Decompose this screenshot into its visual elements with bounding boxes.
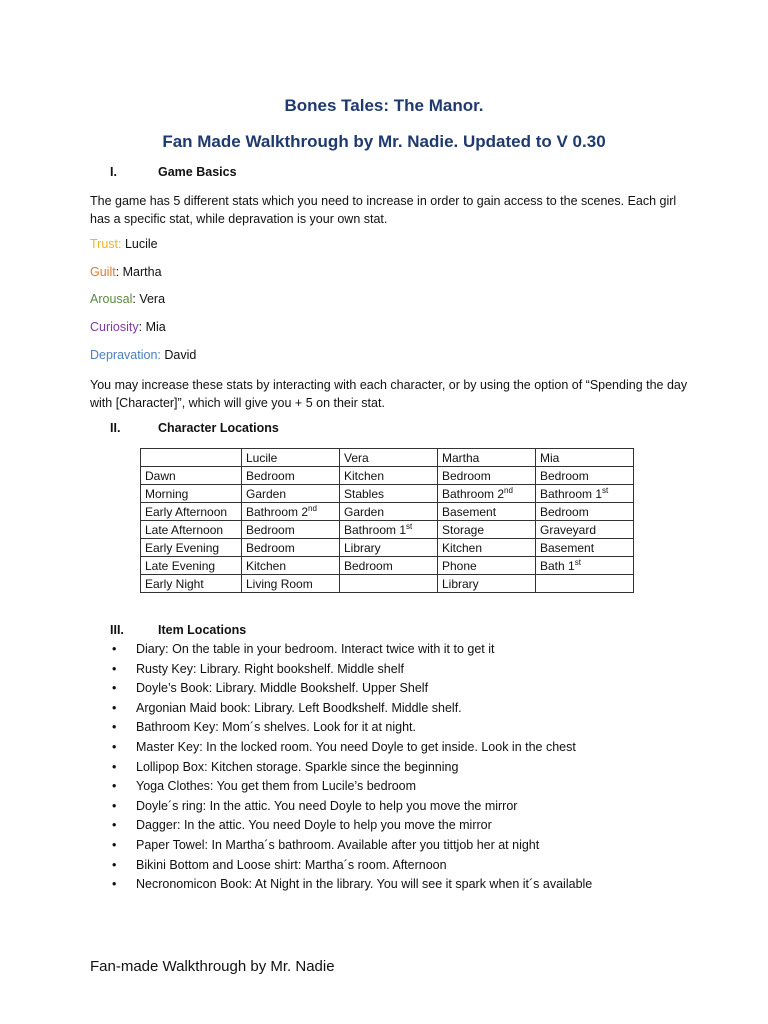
stat-value: : Mia — [138, 320, 166, 334]
section-heading-locations — [110, 421, 279, 435]
bullet-icon: • — [112, 739, 117, 754]
location-cell: Kitchen — [438, 539, 536, 557]
location-cell: Garden — [340, 503, 438, 521]
list-item — [112, 699, 592, 719]
location-cell: Graveyard — [536, 521, 634, 539]
table-row — [141, 467, 634, 485]
table-row — [141, 539, 634, 557]
bullet-icon: • — [112, 818, 117, 833]
section-heading-items — [110, 623, 246, 637]
stat-value: Lucile — [121, 237, 158, 251]
location-cell: Bedroom — [340, 557, 438, 575]
table-header-cell: Lucile — [242, 449, 340, 467]
list-item — [112, 856, 592, 876]
item-text: Lollipop Box: Kitchen storage. Sparkle since the beginning — [136, 759, 459, 774]
location-cell: Storage — [438, 521, 536, 539]
list-item — [112, 660, 592, 680]
bullet-icon: • — [112, 700, 117, 715]
stat-curiosity — [90, 320, 166, 334]
section-number: III. — [110, 623, 124, 637]
item-text: Necronomicon Book: At Night in the library. You will see it spark when it´s available — [136, 877, 593, 892]
item-text: Paper Towel: In Martha´s bathroom. Available after you tittjob her at night — [136, 837, 540, 852]
location-cell: Kitchen — [242, 557, 340, 575]
bullet-icon: • — [112, 798, 117, 813]
table-row — [141, 521, 634, 539]
table-body — [141, 467, 634, 593]
list-item — [112, 797, 592, 817]
stat-arousal — [90, 292, 165, 306]
section-title: Item Locations — [158, 623, 247, 637]
item-text: Diary: On the table in your bedroom. Interact twice with it to get it — [136, 642, 495, 656]
section-number: I. — [110, 165, 117, 179]
stat-label: Depravation: — [90, 348, 161, 362]
intro-paragraph: The game has 5 different stats which you need to increase in order to gain access to the scenes. Each girl has a specific stat, while depravation is your own stat. — [90, 194, 677, 226]
location-cell: Kitchen — [340, 467, 438, 485]
location-cell: Library — [340, 539, 438, 557]
location-cell — [340, 575, 438, 593]
page-footer: Fan-made Walkthrough by Mr. Nadie — [90, 958, 335, 975]
location-cell: Bathroom 2nd — [242, 503, 340, 521]
location-cell: Bedroom — [536, 467, 634, 485]
item-text: Dagger: In the attic. You need Doyle to help you move the mirror — [136, 818, 492, 833]
stat-value: David — [160, 348, 197, 362]
item-text: Yoga Clothes: You get them from Lucile’s bedroom — [136, 779, 417, 794]
bullet-icon: • — [112, 837, 117, 852]
stat-trust — [90, 237, 158, 251]
table-row — [141, 503, 634, 521]
table-row — [141, 485, 634, 503]
increase-paragraph: You may increase these stats by interacting with each character, or by using the option of “Spending the day with [Character]”, which will give you + 5 on their stat. — [90, 378, 688, 410]
location-cell: Bathroom 2nd — [438, 485, 536, 503]
location-cell: Bath 1st — [536, 557, 634, 575]
time-of-day-cell: Late Afternoon — [141, 521, 242, 539]
section-heading-basics — [110, 165, 237, 179]
bullet-icon: • — [112, 759, 117, 774]
location-cell: Basement — [438, 503, 536, 521]
item-text: Rusty Key: Library. Right bookshelf. Middle shelf — [136, 661, 404, 676]
stat-label: Trust: — [90, 237, 122, 251]
bullet-icon: • — [112, 681, 117, 696]
bullet-icon: • — [112, 661, 117, 676]
stat-label: Curiosity — [90, 320, 139, 334]
stat-guilt — [90, 265, 162, 279]
character-locations-table — [140, 448, 634, 593]
time-of-day-cell: Late Evening — [141, 557, 242, 575]
list-item — [112, 875, 592, 895]
location-cell: Bedroom — [242, 467, 340, 485]
table-header-cell: Martha — [438, 449, 536, 467]
item-text: Argonian Maid book: Library. Left Boodkshelf. Middle shelf. — [136, 700, 462, 715]
document-subtitle: Fan Made Walkthrough by Mr. Nadie. Updated to V 0.30 — [162, 132, 606, 151]
location-cell: Basement — [536, 539, 634, 557]
table-header-cell — [141, 449, 242, 467]
list-item — [112, 738, 592, 758]
stat-label: Arousal — [90, 292, 133, 306]
stat-label: Guilt — [90, 265, 116, 279]
list-item — [112, 718, 592, 738]
location-cell: Bathroom 1st — [536, 485, 634, 503]
item-text: Doyle’s Book: Library. Middle Bookshelf. Upper Shelf — [136, 681, 429, 696]
table-row — [141, 557, 634, 575]
list-item — [112, 640, 592, 660]
list-item — [112, 836, 592, 856]
item-locations-list — [112, 640, 592, 895]
stat-value: : Vera — [132, 292, 166, 306]
location-cell: Bathroom 1st — [340, 521, 438, 539]
table-header-cell: Mia — [536, 449, 634, 467]
table-header-cell: Vera — [340, 449, 438, 467]
time-of-day-cell: Early Evening — [141, 539, 242, 557]
item-text: Bathroom Key: Mom´s shelves. Look for it at night. — [136, 720, 416, 735]
stat-value: : Martha — [115, 265, 162, 279]
location-cell: Phone — [438, 557, 536, 575]
table-row — [141, 575, 634, 593]
list-item — [112, 777, 592, 797]
time-of-day-cell: Morning — [141, 485, 242, 503]
list-item — [112, 816, 592, 836]
location-cell: Library — [438, 575, 536, 593]
location-cell: Bedroom — [242, 539, 340, 557]
section-number: II. — [110, 421, 121, 435]
section-title: Game Basics — [158, 165, 237, 179]
list-item — [112, 758, 592, 778]
location-cell: Bedroom — [438, 467, 536, 485]
bullet-icon: • — [112, 642, 117, 656]
item-text: Master Key: In the locked room. You need Doyle to get inside. Look in the chest — [136, 739, 576, 754]
time-of-day-cell: Early Afternoon — [141, 503, 242, 521]
location-cell: Bedroom — [536, 503, 634, 521]
location-cell — [536, 575, 634, 593]
location-cell: Bedroom — [242, 521, 340, 539]
time-of-day-cell: Dawn — [141, 467, 242, 485]
bullet-icon: • — [112, 877, 117, 892]
bullet-icon: • — [112, 779, 117, 794]
bullet-icon: • — [112, 857, 117, 872]
location-cell: Stables — [340, 485, 438, 503]
time-of-day-cell: Early Night — [141, 575, 242, 593]
item-text: Bikini Bottom and Loose shirt: Martha´s room. Afternoon — [136, 857, 447, 872]
stat-depravation — [90, 348, 196, 362]
item-text: Doyle´s ring: In the attic. You need Doyle to help you move the mirror — [136, 798, 518, 813]
location-cell: Garden — [242, 485, 340, 503]
section-title: Character Locations — [158, 421, 279, 435]
location-cell: Living Room — [242, 575, 340, 593]
list-item — [112, 679, 592, 699]
table-header-row — [141, 449, 634, 467]
bullet-icon: • — [112, 720, 117, 735]
document-title: Bones Tales: The Manor. — [284, 96, 484, 115]
